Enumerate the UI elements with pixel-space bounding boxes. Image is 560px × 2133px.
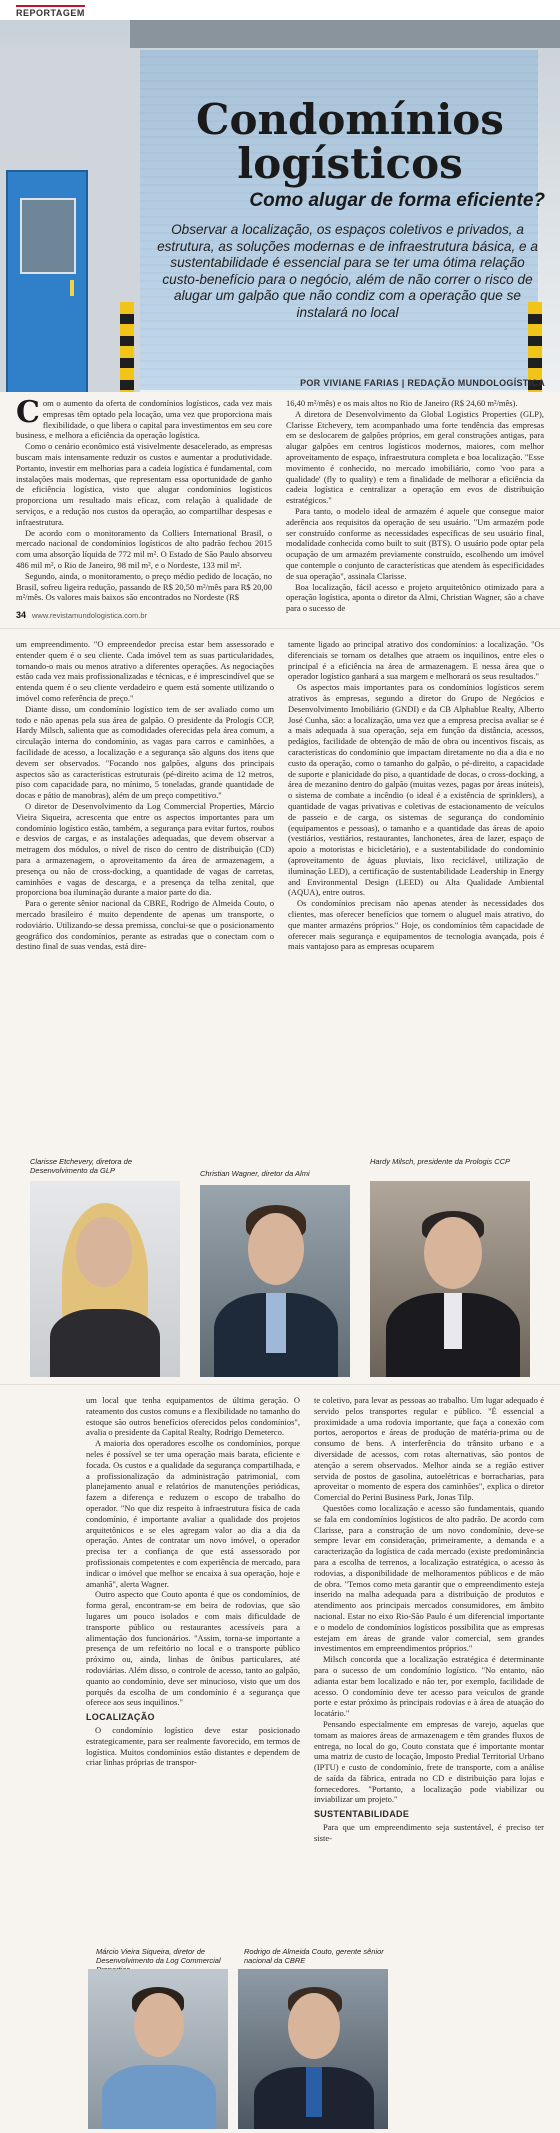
portrait-photo — [370, 1181, 530, 1377]
paragraph: Diante disso, um condomínio logístico tem de ser avaliado como um todo e não apenas pela sua área de galpão. O presidente da Prologis CCP, Hardy Milsch, salienta que as comodidades oferecidas pela área comum, a circulação interna do condomínio, as vagas para carros e caminhões, a facilidade de acesso, a localização e a segurança são alguns dos itens que devem ser observados. "Focando nos galpões, alguns dos principais aspectos são as características estruturais (pé-direito acima de 12 metros, piso com capacidade para, no mínimo, 5 toneladas, grande quantidade de docas e pátio de manobras), além de um preço competitivo." — [16, 703, 274, 801]
photo-caption: Márcio Vieira Siqueira, diretor de Desenvolvimento da Log Commercial — [96, 1947, 221, 1965]
magazine-page-34 — [0, 0, 560, 628]
body-column-2 — [286, 398, 544, 614]
article-title — [160, 95, 540, 188]
drop-cap: C — [16, 395, 40, 430]
photo-caption: Clarisse Etchevery, diretora de Desenvolvimento da GLP — [30, 1157, 132, 1175]
title-line-2: logísticos — [237, 139, 463, 188]
body-column-1 — [86, 1395, 300, 1768]
section-tag: REPORTAGEM — [16, 5, 85, 18]
photo-caption: Hardy Milsch, presidente da Prologis CCP — [370, 1157, 511, 1166]
paragraph: um local que tenha equipamentos de última geração. O rateamento dos custos comuns e a flexibilidade no tamanho do estoque são outros benefícios oferecidos pelos condomínios", avalia o presidente da Capital Realty, Rodrigo Demeterco. — [86, 1395, 300, 1438]
paragraph: Pensando especialmente em empresas de varejo, aquelas que tomam as maiores áreas de armazenagem e têm grandes fluxos de entrega, no local do go, Couto constata que é importante montar uma matriz de custo de locação, Imposto Predial Territorial Urbano (IPTU) e custo de condomínio, frete de transporte, com a análise de saída da fábrica, entrada no CD e distribuição para lojas e fornecedores. "Portanto, a localização pode viabilizar ou inviabilizar um projeto." — [314, 1718, 544, 1805]
website-url: www.revistamundologistica.com.br — [32, 611, 148, 620]
paragraph: A diretora de Desenvolvimento da Global Logistics Properties (GLP), Clarisse Etchevery, tem acompanhado uma forte tendência das empresas em se deslocarem de galpões próprios, em geral construções antigas, para alugar galpões em centros logísticos modernos, maiores, com melhor aproveitamento de espaço, infraestrutura completa e boa localização. "Esse movimento é conhecido, no mercado imobiliário, como 'voo para a qualidade' (fly to quality) e tem a finalidade de melhorar a eficiência da cadeia logística e centralizar a operação em evos de distribuição estratégicos." — [286, 408, 544, 506]
paragraph: tamente ligado ao principal atrativo dos condomínios: a localização. "Os diferenciais se tornam os detalhes que atraem os inquilinos, entre eles o principal é a eficiência na área de armazenagem. E nessa área que o operador logístico ganhará a sua margem e melhorará os seus resultados." — [288, 639, 544, 682]
safety-bollard-left — [120, 302, 134, 392]
body-column-2 — [314, 1395, 544, 1844]
section-heading: SUSTENTABILIDADE — [314, 1809, 410, 1820]
section-heading: LOCALIZAÇÃO — [86, 1712, 155, 1723]
article-lead: Observar a localização, os espaços coletivos e privados, a estrutura, as soluções modernas e de infraestrutura básica, e a sustentabilidade é essencial para se ter uma ótima relação custo-benefício para o negócio, além de não correr o risco de alugar um galpão que não condiz com a operação que se instalará no local — [157, 222, 538, 320]
door-handle — [70, 280, 74, 296]
body-column-1 — [16, 639, 274, 952]
photo-caption: Christian Wagner, diretor da Almi — [200, 1169, 310, 1178]
paragraph: Os aspectos mais importantes para os condomínios logísticos serem atrativos às empresas, segundo a diretor do Grupo de Negócios e Desenvolvimento Imobiliário (GNDI) e da CB Alphablue Realty, Alberto José Cunha, são: a localização, uma vez que a empresa precisa avaliar se é a mais adequada à sua operação, seja em função da distância, acessos, pedágios, facilidade de obtenção de mão de obra ou incentivos fiscais, as características do condomínio que impactam diretamente no dia a dia e no custo da operação, como o tamanho do galpão, o pé-direito, a capacidade de suporte e planicidade do piso, a quantidade de docas, o cross-docking, a área de mezanino dentro do galpão (muitas vezes, pagas por áreas inúteis), o sistema de combate a incêndio (o ideal é a existência de sprinklers), a quantidade de vagas privativas e coletivas de estacionamento de veículos de passeio e de carga, os sistemas de segurança do condomínio (equipamentos e pessoas), o tamanho e a quantidade das áreas de apoio (vestiários, vestiários, restaurantes, lanchonetes, área de lazer, espaço de apoio a motoristas e bicicletário), e a sustentabilidade do condomínio (aproveitamento de águas pluviais, lixo reciclável, utilização de iluminação LED), a certificação de sustentabilidade Leadership in Energy and Environmental Design (LEED) ou Alta Qualidade Ambiental (AQUA), entre outros. — [288, 682, 544, 898]
paragraph: Para tanto, o modelo ideal de armazém é aquele que consegue maior aderência aos requisitos da operação de seu usuário. "Um armazém pode ser construído conforme as necessidades específicas de seu usuário final, modalidade conhecida como built to suit (BTS). O usuário pode optar pela ocupação de um armazém previamente construído, escolhendo um imóvel que contemple o conjunto de características que atendem às especificidades de sua operação", assinala Clarisse. — [286, 505, 544, 581]
title-line-1: Condomínios — [196, 95, 504, 144]
portrait-photo — [200, 1185, 350, 1377]
paragraph: Para que um empreendimento seja sustentável, é preciso ter siste- — [314, 1822, 544, 1843]
blue-door — [6, 170, 88, 392]
warehouse-roof — [130, 20, 560, 48]
article-byline: POR VIVIANE FARIAS | REDAÇÃO MUNDOLOGÍSTICA — [300, 378, 545, 388]
body-column-2 — [288, 639, 544, 952]
page-number: 34 — [16, 610, 27, 620]
paragraph: De acordo com o monitoramento da Colliers International Brasil, o mercado nacional de condomínios logísticos de alto padrão fechou 2015 com uma absorção líquida de 772 mil m². O Estado de São Paulo absorveu 486 mil m², o Rio de Janeiro, 98 mil m², e o Nordeste, 133 mil m². — [16, 527, 272, 570]
portrait-photo — [238, 1969, 388, 2129]
paragraph: Como o cenário econômico está visivelmente desacelerado, as empresas buscam mais intensamente reduzir os custos e aumentar a produtividade. Portanto, investir em melhorias para a cadeia logística é fundamental, com instalações mais modernas, que representam essa oportunidade de ganho de eficiência logística, visto que alugar condomínios logísticos proporciona um resultado mais eficaz, com relação à qualidade de serviços, e a redução nos custos da operação, ao compartilhar despesas e infraestrutura. — [16, 441, 272, 527]
paragraph: Os condomínios precisam não apenas atender às necessidades dos clientes, mas oferecer benefícios que tornem o aluguel mais atrativo, do que manter armazéns próprios." Hoje, os condomínios têm capacidade de oferecer mais segurança e equipamentos de tecnologia avançada, pois é mais vantajoso para as empresas ocuparem — [288, 898, 544, 952]
paragraph: Boa localização, fácil acesso e projeto arquitetônico otimizado para a operação logística, aponta o diretor da Almi, Christian Wagner, são a chave para o sucesso de — [286, 581, 544, 614]
body-column-1 — [16, 395, 272, 603]
article-subtitle: Como alugar de forma eficiente? — [249, 190, 545, 211]
magazine-page-35 — [0, 628, 560, 1385]
paragraph: A maioria dos operadores escolhe os condomínios, porque neles é possível se ter uma operação mais barata, eficiente e focada. Os custos e a qualidade da segurança compartilhada, e a profissionalização da administração patrimonial, com planejamento anual e relatórios de manutenções periódicas, fazem a diferença e reduzem o escopo de trabalho do operador. "No que diz respeito à infraestrutura física de cada condomínio, é importante avaliar a qualidade dos projetos arquitetônicos e se eles agregam valor ao dia a dia da operação. Antes de contratar um novo imóvel, o operador precisa ter a confiança de que está assessorado por profissionais competentes e com experiência de mercado, para indicar o imóvel que melhor se encaixa à sua operação, hoje e amanhã", alerta Wagner. — [86, 1438, 300, 1589]
paragraph: um empreendimento. "O empreendedor precisa estar bem assessorado e entender quem é o seu cliente. Cada imóvel tem as suas particularidades, tornando-o mais ou menos atrativo a diferentes operações. As negociações estão cada vez mais profissionalizadas e técnicas, e é imprescindível que se entenda quem é o seu cliente verdadeiro e quem está somente utilizando o imóvel como referência de preço." — [16, 639, 274, 703]
paragraph: te coletivo, para levar as pessoas ao trabalho. Um lugar adequado é servido pelos transportes regular e público. "É essencial a proximidade a uma rodovia importante, que faça a conexão com portos, aeroportos e áreas de produção de matéria-prima ou de consumo de bens. A interferência do trânsito urbano e a diversidade de acessos, com rotas alternativas, são pontos de atenção a serem observados. Melhor ainda se a região estiver servida de postos de gasolina, autoelétricas e borracharias, para aproveitar o momento de espera dos caminhões", explica o diretor Comercial do Perini Business Park, Jonas Tilp. — [314, 1395, 544, 1503]
paragraph: 16,40 m²/mês) e os mais altos no Rio de Janeiro (R$ 24,60 m²/mês). — [286, 398, 518, 408]
door-window — [20, 198, 76, 274]
portrait-photo — [88, 1969, 228, 2129]
paragraph: Para o gerente sênior nacional da CBRE, Rodrigo de Almeida Couto, o mercado brasileiro é muito dependente de apenas um transporte, o rodoviário. Utilizando-se dessa premissa, conclui-se que o posicionamento geográfico dos condomínios, perante as estradas que o conectam com o destino final de suas vendas, está dire- — [16, 898, 274, 952]
paragraph: Segundo, ainda, o monitoramento, o preço médio pedido de locação, no Brasil, sofreu ligeira redução, passando de R$ 20,50 m²/mês para R$ 20,00 m²/mês. Os valores mais baixos são encontrados no Nordeste (R$ — [16, 570, 272, 603]
page-footer — [16, 610, 147, 620]
paragraph: Questões como localização e acesso são fundamentais, quando se fala em condomínios logísticos de alto padrão. De acordo com Clarisse, para a construção de um novo condomínio, deve-se sempre levar em consideração, primeiramente, a demanda e a caracterização da logística de cada mercado (existe predominância para a escolha de terrenos, a localização estratégica, o acesso às rodovias, a disponibilidade de melhoramentos públicos e de mão de obra. "Temos como meta garantir que o empreendimento esteja inserido na malha adequada para a distribuição de produtos e atendimento aos principais mercados consumidores, em âmbito nacional. Estar no eixo Rio-São Paulo é um diferencial importante e o modelo de condomínios logísticos possibilita que as empresas estejam em áreas de grande valor comercial, sem grandes investimentos em empreendimentos próprios." — [314, 1502, 544, 1654]
photo-caption: Rodrigo de Almeida Couto, gerente sênior nacional da CBRE — [244, 1947, 384, 1965]
page-header-bar — [0, 0, 560, 20]
paragraph: O condomínio logístico deve estar posicionado estrategicamente, para ser realmente favorecido, em termos de logística. Muitos condomínios estão distantes e dependem de criar linhas próprias de transpor- — [86, 1724, 300, 1768]
magazine-page-36 — [0, 1384, 560, 2133]
paragraph: O diretor de Desenvolvimento da Log Commercial Properties, Márcio Vieira Siqueira, acrescenta que entre os aspectos importantes para um condomínio logístico estão, também, a segurança para evitar furtos, roubos e desvios de cargas, e as instalações adequadas, que devem observar a metragem dos módulos, o nível de risco do centro de distribuição (CD) para a armazenagem, o aproveitamento da área de armazenagem, a presença ou não de cross-docking, a quantidade de vagas de carretas, caminhões e vagas de descarga, e a presença da telha zenital, que proporciona boa iluminação durante a maior parte do dia. — [16, 800, 274, 898]
paragraph: Outro aspecto que Couto aponta é que os condomínios, de forma geral, encontram-se em beira de rodovias, que são lugares um pouco isolados e com mais dificuldade de transporte público ou restaurantes acessíveis para a alimentação dos funcionários. "Assim, torna-se importante a presença de um refeitório no local e o transporte público próximo ou, ainda, linhas de ônibus particulares, até rodoviárias. Além disso, o controle de acesso, tanto ao galpão, quanto ao condomínio, deve ser minucioso, visto que um dos porquês da escolha de um condomínio é a segurança que oferece aos seus inquilinos." — [86, 1589, 300, 1708]
paragraph: Milsch concorda que a localização estratégica é determinante para o sucesso de um condomínio logístico. "No entanto, não adianta estar bem localizado e não ter, por exemplo, facilidade de acesso. O condomínio deve ter acesso para veículos de grande porte e estar próximo às principais rodovias e à área de atuação do locatário." — [314, 1654, 544, 1719]
paragraph: Com o aumento da oferta de condomínios logísticos, cada vez mais empresas têm optado pela locação, uma vez que proporciona mais flexibilidade, o que libera o capital para investimentos em seu core business, e melhora a eficiência da operação logística. — [16, 395, 272, 441]
portrait-photo — [30, 1181, 180, 1377]
